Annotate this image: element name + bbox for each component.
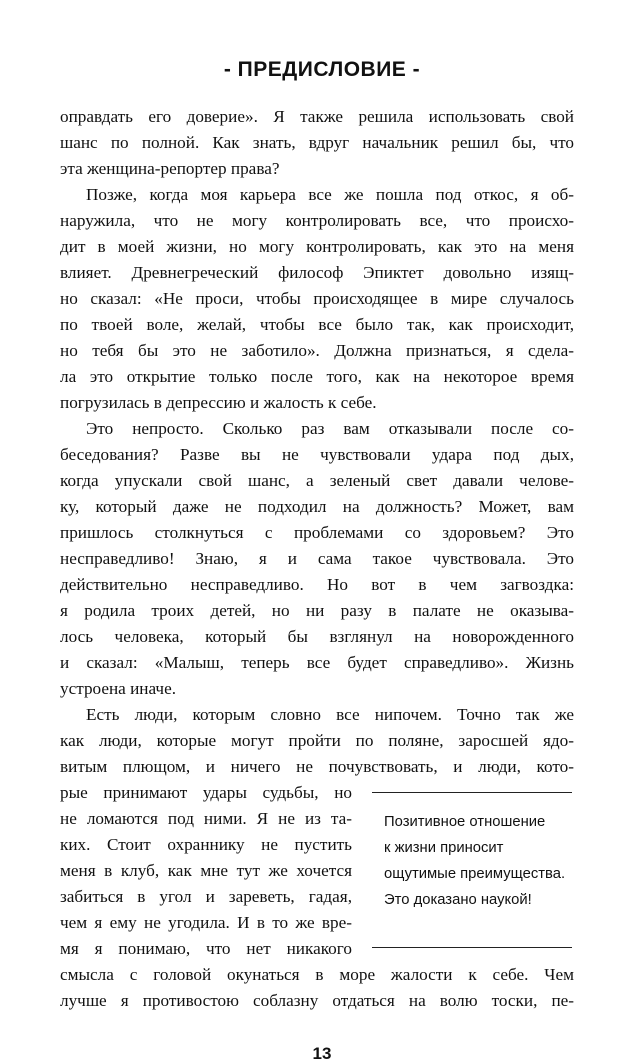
text-line: забиться в угол и зареветь, гадая, [60, 887, 352, 906]
text-line: ких. Стоит охраннику не пустить [60, 835, 352, 854]
text-line: по твоей воле, желай, чтобы все было так, как происходит, [60, 315, 574, 334]
text-line: пришлось столкнуться с проблемами со здоровьем? Это [60, 523, 574, 542]
text-line: меня в клуб, как мне тут же хочется [60, 861, 352, 880]
text-line: рые принимают удары судьбы, но [60, 783, 352, 802]
text-line: мя я понимаю, что нет никакого [60, 939, 352, 958]
text-line: Есть люди, которым словно все нипочем. Точно так же [86, 705, 574, 724]
text-line: Позже, когда моя карьера все же пошла под откос, я об- [86, 185, 574, 204]
sidebar-line: ощутимые преимущества. [384, 866, 566, 882]
text-line: дит в моей жизни, но могу контролировать, как это на меня [60, 237, 574, 256]
text-line: и сказал: «Малыш, теперь все будет справедливо». Жизнь [60, 653, 574, 672]
text-line: шанс по полной. Как знать, вдруг начальник решил бы, что [60, 133, 574, 152]
page-header: - ПРЕДИСЛОВИЕ - [223, 58, 421, 81]
text-line: действительно несправедливо. Но вот в чем загвоздка: [60, 575, 574, 594]
text-line: но сказал: «Не проси, чтобы происходящее в мире случалось [60, 289, 574, 308]
text-line: устроена иначе. [60, 679, 176, 698]
text-line: лучше я противостою соблазну отдаться на волю тоски, пе- [60, 991, 574, 1010]
text-line: витым плющом, и ничего не почувствовать, и люди, кото- [60, 757, 574, 776]
text-line: наружила, что не могу контролировать все, что происхо- [60, 211, 574, 230]
text-line: несправедливо! Знаю, я и сама такое чувствовала. Это [60, 549, 574, 568]
text-line: как люди, которые могут пройти по поляне, заросшей ядо- [60, 731, 574, 750]
text-line: чем я ему не угодила. И в то же вре- [60, 913, 352, 932]
text-line: ку, который даже не подходил на должность? Может, вам [60, 497, 574, 516]
text-line: но тебя бы это не заботило». Должна признаться, я сдела- [60, 341, 574, 360]
text-line: погрузилась в депрессию и жалость к себе. [60, 393, 377, 412]
sidebar-line: Позитивное отношение [384, 814, 546, 830]
page-number: 13 [312, 1044, 332, 1063]
text-line: смысла с головой окунаться в море жалости к себе. Чем [60, 965, 574, 984]
text-line: лось человека, который бы взглянул на новорожденного [60, 627, 574, 646]
text-line: не ломаются под ними. Я не из та- [60, 809, 352, 828]
text-line: я родила троих детей, но ни разу в палате не оказыва- [60, 601, 574, 620]
sidebar [372, 792, 572, 948]
text-line: Это непросто. Сколько раз вам отказывали после со- [86, 419, 574, 438]
text-line: влияет. Древнегреческий философ Эпиктет довольно изящ- [60, 263, 574, 282]
sidebar-line: Это доказано наукой! [384, 892, 532, 908]
sidebar-line: к жизни приносит [384, 840, 504, 856]
text-line: ла это открытие только после того, как на некоторое время [60, 367, 574, 386]
text-line: когда упускали свой шанс, а зеленый свет давали челове- [60, 471, 574, 490]
text-line: беседования? Разве вы не чувствовали удара под дых, [60, 445, 574, 464]
text-line: оправдать его доверие». Я также решила использовать свой [60, 107, 574, 126]
text-line: эта женщина-репортер права? [60, 159, 280, 178]
